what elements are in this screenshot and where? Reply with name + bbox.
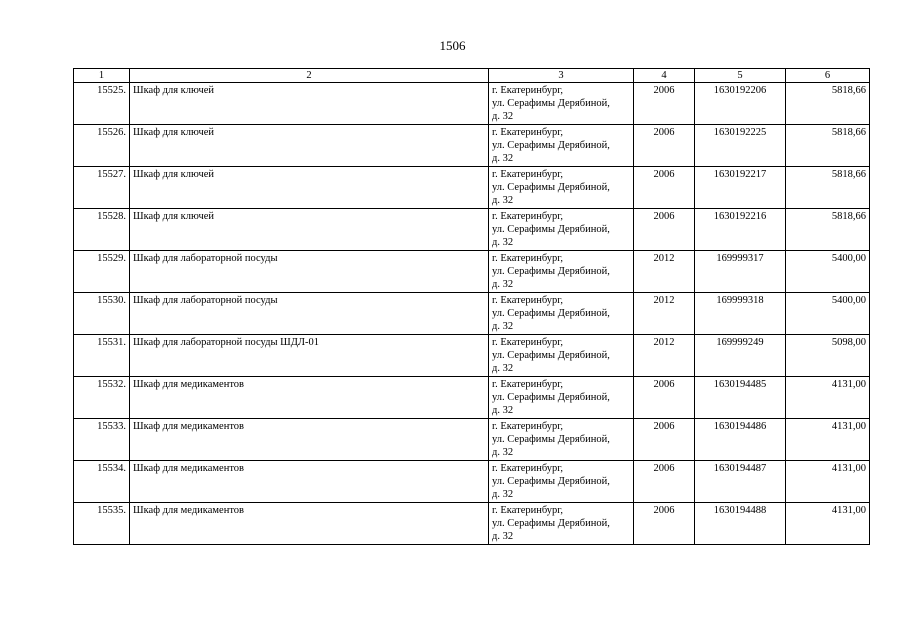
address-line: г. Екатеринбург, xyxy=(492,295,564,306)
table-row xyxy=(74,503,870,545)
inventory-number: 1630194485 xyxy=(695,377,786,419)
column-header: 4 xyxy=(634,69,695,83)
item-name: Шкаф для медикаментов xyxy=(130,461,489,503)
row-number: 15535. xyxy=(74,503,130,545)
item-name: Шкаф для ключей xyxy=(130,167,489,209)
table-row xyxy=(74,419,870,461)
column-header: 6 xyxy=(786,69,870,83)
row-number: 15530. xyxy=(74,293,130,335)
item-year: 2012 xyxy=(634,251,695,293)
inventory-number: 1630192225 xyxy=(695,125,786,167)
item-name: Шкаф для лабораторной посуды ШДЛ-01 xyxy=(130,335,489,377)
inventory-number: 1630192216 xyxy=(695,209,786,251)
item-cost: 5400,00 xyxy=(786,251,870,293)
item-year: 2006 xyxy=(634,209,695,251)
address-line: д. 32 xyxy=(492,405,514,416)
address-line: г. Екатеринбург, xyxy=(492,127,564,138)
table-row xyxy=(74,83,870,125)
address-line: г. Екатеринбург, xyxy=(492,253,564,264)
item-year: 2006 xyxy=(634,125,695,167)
address-line: ул. Серафимы Дерябиной, xyxy=(492,98,610,109)
row-number: 15532. xyxy=(74,377,130,419)
address-line: г. Екатеринбург, xyxy=(492,379,564,390)
address-line: г. Екатеринбург, xyxy=(492,211,564,222)
item-year: 2006 xyxy=(634,503,695,545)
row-number: 15531. xyxy=(74,335,130,377)
item-cost: 5400,00 xyxy=(786,293,870,335)
row-number: 15527. xyxy=(74,167,130,209)
row-number: 15529. xyxy=(74,251,130,293)
address-line: ул. Серафимы Дерябиной, xyxy=(492,308,610,319)
item-cost: 5098,00 xyxy=(786,335,870,377)
address-line: д. 32 xyxy=(492,447,514,458)
address-line: г. Екатеринбург, xyxy=(492,169,564,180)
item-year: 2006 xyxy=(634,377,695,419)
item-address xyxy=(489,293,634,335)
item-name: Шкаф для ключей xyxy=(130,83,489,125)
item-name: Шкаф для лабораторной посуды xyxy=(130,293,489,335)
inventory-number: 1630194486 xyxy=(695,419,786,461)
address-line: д. 32 xyxy=(492,279,514,290)
column-header: 2 xyxy=(130,69,489,83)
item-cost: 4131,00 xyxy=(786,503,870,545)
inventory-number: 1630194488 xyxy=(695,503,786,545)
item-year: 2012 xyxy=(634,293,695,335)
address-line: ул. Серафимы Дерябиной, xyxy=(492,266,610,277)
item-name: Шкаф для медикаментов xyxy=(130,419,489,461)
address-line: ул. Серафимы Дерябиной, xyxy=(492,476,610,487)
item-name: Шкаф для медикаментов xyxy=(130,503,489,545)
address-line: ул. Серафимы Дерябиной, xyxy=(492,182,610,193)
address-line: ул. Серафимы Дерябиной, xyxy=(492,434,610,445)
address-line: д. 32 xyxy=(492,153,514,164)
address-line: д. 32 xyxy=(492,111,514,122)
address-line: ул. Серафимы Дерябиной, xyxy=(492,350,610,361)
address-line: д. 32 xyxy=(492,195,514,206)
item-address xyxy=(489,419,634,461)
column-header: 3 xyxy=(489,69,634,83)
property-registry-table xyxy=(73,68,870,545)
item-year: 2006 xyxy=(634,461,695,503)
row-number: 15525. xyxy=(74,83,130,125)
row-number: 15526. xyxy=(74,125,130,167)
item-year: 2006 xyxy=(634,419,695,461)
item-address xyxy=(489,167,634,209)
address-line: д. 32 xyxy=(492,363,514,374)
inventory-number: 1630192217 xyxy=(695,167,786,209)
item-year: 2006 xyxy=(634,83,695,125)
address-line: ул. Серафимы Дерябиной, xyxy=(492,518,610,529)
column-header: 1 xyxy=(74,69,130,83)
address-line: г. Екатеринбург, xyxy=(492,463,564,474)
item-address xyxy=(489,83,634,125)
inventory-number: 169999318 xyxy=(695,293,786,335)
item-address xyxy=(489,335,634,377)
table-row xyxy=(74,167,870,209)
address-line: д. 32 xyxy=(492,531,514,542)
inventory-number: 169999249 xyxy=(695,335,786,377)
item-address xyxy=(489,251,634,293)
table-body xyxy=(74,83,870,545)
item-cost: 4131,00 xyxy=(786,461,870,503)
item-address xyxy=(489,461,634,503)
column-number-row xyxy=(74,69,870,83)
inventory-number: 1630194487 xyxy=(695,461,786,503)
item-cost: 5818,66 xyxy=(786,83,870,125)
table-row xyxy=(74,125,870,167)
table-row xyxy=(74,209,870,251)
item-cost: 5818,66 xyxy=(786,125,870,167)
address-line: г. Екатеринбург, xyxy=(492,337,564,348)
address-line: ул. Серафимы Дерябиной, xyxy=(492,392,610,403)
item-address xyxy=(489,377,634,419)
row-number: 15533. xyxy=(74,419,130,461)
address-line: д. 32 xyxy=(492,321,514,332)
table-row xyxy=(74,461,870,503)
item-name: Шкаф для ключей xyxy=(130,209,489,251)
address-line: г. Екатеринбург, xyxy=(492,85,564,96)
page-number: 1506 xyxy=(439,38,466,53)
address-line: ул. Серафимы Дерябиной, xyxy=(492,224,610,235)
table-row xyxy=(74,335,870,377)
column-header: 5 xyxy=(695,69,786,83)
inventory-number: 169999317 xyxy=(695,251,786,293)
item-year: 2006 xyxy=(634,167,695,209)
address-line: д. 32 xyxy=(492,489,514,500)
item-address xyxy=(489,125,634,167)
item-year: 2012 xyxy=(634,335,695,377)
table-row xyxy=(74,293,870,335)
item-name: Шкаф для лабораторной посуды xyxy=(130,251,489,293)
inventory-number: 1630192206 xyxy=(695,83,786,125)
item-name: Шкаф для ключей xyxy=(130,125,489,167)
item-cost: 5818,66 xyxy=(786,167,870,209)
item-cost: 4131,00 xyxy=(786,377,870,419)
address-line: д. 32 xyxy=(492,237,514,248)
item-cost: 5818,66 xyxy=(786,209,870,251)
item-address xyxy=(489,503,634,545)
item-address xyxy=(489,209,634,251)
address-line: г. Екатеринбург, xyxy=(492,505,564,516)
table-row xyxy=(74,377,870,419)
row-number: 15534. xyxy=(74,461,130,503)
address-line: г. Екатеринбург, xyxy=(492,421,564,432)
item-cost: 4131,00 xyxy=(786,419,870,461)
row-number: 15528. xyxy=(74,209,130,251)
item-name: Шкаф для медикаментов xyxy=(130,377,489,419)
address-line: ул. Серафимы Дерябиной, xyxy=(492,140,610,151)
table-row xyxy=(74,251,870,293)
